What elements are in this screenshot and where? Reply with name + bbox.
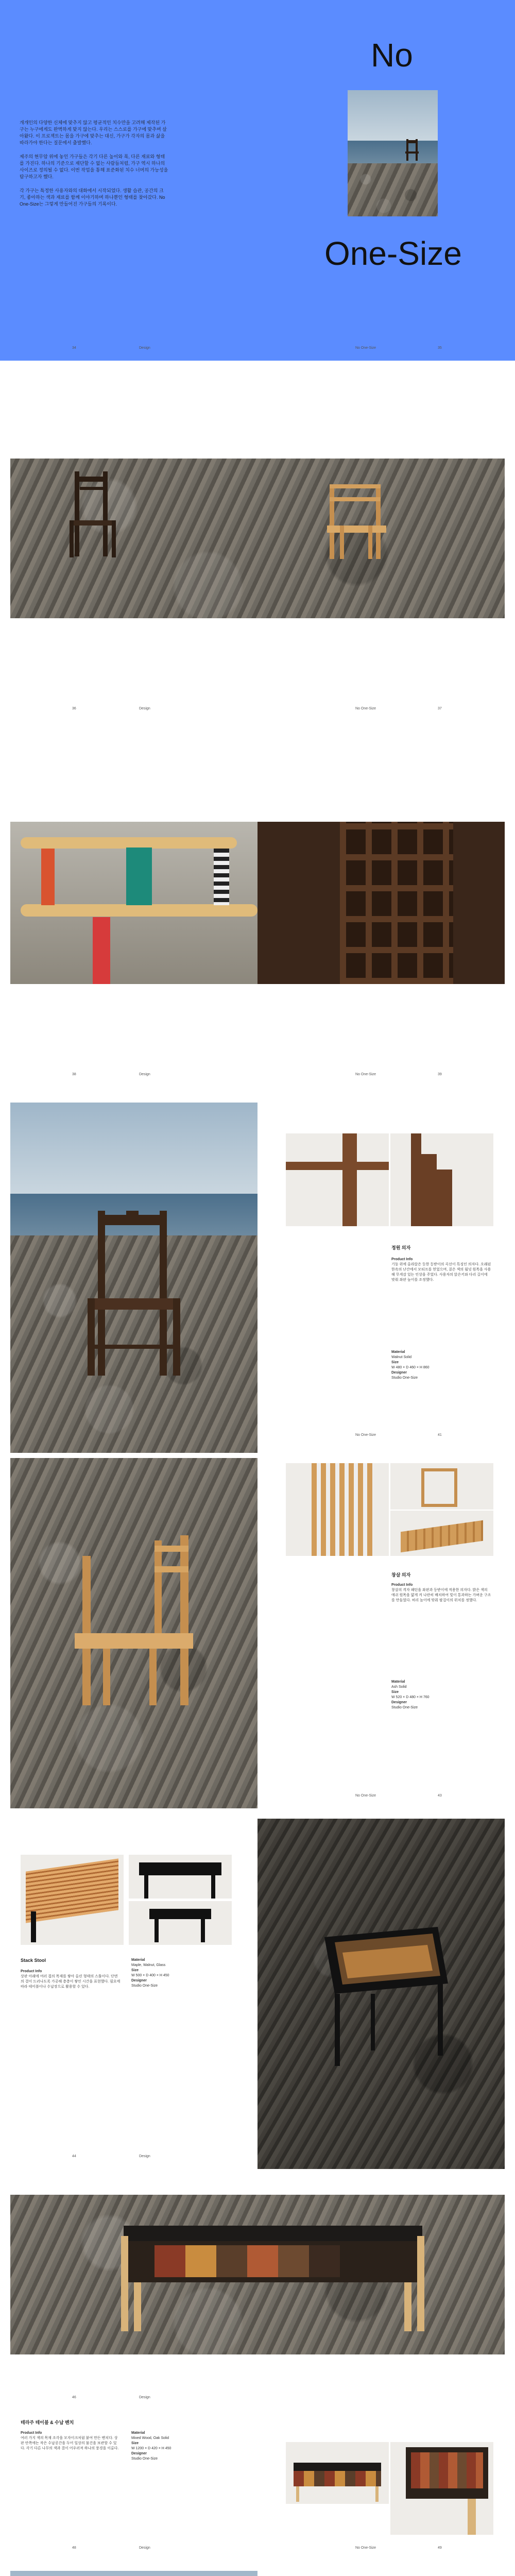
product-info (21, 2431, 121, 2451)
photo-spread-chairs (0, 361, 515, 726)
spec-label: Size (131, 1969, 139, 1972)
folio-num: 48 (72, 2546, 76, 2550)
product-specs (391, 1680, 492, 1710)
product-spread-bench (0, 2411, 515, 2561)
dark-chair-icon (64, 471, 121, 559)
spec-label: Material (131, 2431, 145, 2435)
spec-value: Studio One-Size (391, 1376, 418, 1380)
intro-paragraph: 각 가구는 특정한 사용자와의 대화에서 시작되었다. 생활 습관, 공간의 크기, 좋아하는 색과 재료를 함께 이야기하며 하나뿐인 형태를 찾아갔다. No One-Size는 그렇게 만들어진 가구들의 기록이다. (20, 188, 165, 207)
section-heading: Product Info (21, 2431, 42, 2435)
ash-detail-photo-1 (286, 1463, 389, 1556)
spec-label: Material (131, 1958, 145, 1962)
product-description: 상판 아래에 여러 겹의 목재를 쌓아 올린 형태의 스툴이다. 단면의 결이 드러나도록 가공해 층층이 쌓인 시간을 표현했다. 필요에 따라 테이블이나 수납장으로 활용할 수 있다. (21, 1975, 121, 1989)
walnut-chair-photo (10, 1103, 258, 1453)
stool-detail-photo-1 (21, 1855, 124, 1945)
spec-label: Designer (391, 1701, 407, 1704)
spec-label: Designer (391, 1371, 407, 1375)
title-bottom: One-Size (324, 235, 462, 272)
product-info (21, 1969, 121, 1990)
ash-chair-photo (10, 1458, 258, 1808)
folio-num: 49 (438, 2546, 442, 2550)
product-info (391, 1257, 492, 1283)
folio-label: Design (139, 707, 150, 710)
bench-rock-photo (10, 2195, 505, 2354)
intro-body (20, 120, 169, 208)
folio-num: 38 (72, 1073, 76, 1076)
product-spread-walnut-chair (0, 1087, 515, 1448)
folio-num: 44 (72, 2155, 76, 2158)
stack-stool-icon (304, 1917, 458, 2071)
product-title: 정원 의자 (391, 1245, 411, 1250)
shelf-detail-photo (10, 822, 258, 984)
spec-value: W 1200 × D 420 × H 450 (131, 2447, 171, 2450)
spec-value: Studio One-Size (391, 1706, 418, 1709)
mosaic-bench-icon (113, 2215, 433, 2334)
intro-paragraph: 제주의 현무암 위에 놓인 가구들은 각기 다른 높이와 폭, 다른 재료와 형태를 가진다. 하나의 기준으로 재단할 수 없는 사람들처럼, 가구 역시 하나의 사이즈로 정의될 수 없다. 이번 작업을 통해 표준화된 치수 너머의 가능성을 탐구하고자 했다. (20, 154, 168, 179)
spec-value: Mixed Wood, Oak Solid (131, 2436, 169, 2440)
intro-spread (0, 0, 515, 361)
folio-label: No One-Size (355, 1433, 376, 1437)
detail-spread (0, 726, 515, 1087)
spec-value: Maple, Walnut, Glass (131, 1963, 166, 1967)
folio-num: 35 (438, 346, 442, 350)
folio-label: No One-Size (355, 1073, 376, 1076)
spec-label: Designer (131, 2452, 147, 2455)
folio-num: 41 (438, 1433, 442, 1437)
spec-label: Size (131, 2442, 139, 2445)
stool-detail-photo-2 (129, 1855, 232, 1899)
section-heading: Product Info (21, 1970, 42, 1973)
product-specs (391, 1350, 492, 1381)
cover-photo (348, 90, 438, 216)
folio-label: No One-Size (355, 2546, 376, 2550)
folio-label: Design (139, 2546, 150, 2550)
walnut-chair-icon (82, 1211, 185, 1381)
spec-value: W 520 × D 480 × H 760 (391, 1696, 430, 1699)
ash-chair-icon (72, 1535, 201, 1710)
spec-value: Studio One-Size (131, 1984, 158, 1988)
spec-value: W 500 × D 400 × H 450 (131, 1974, 169, 1977)
folio-num: 37 (438, 707, 442, 710)
product-specs (131, 2431, 232, 2462)
folio-label: No One-Size (355, 707, 376, 710)
folio-label: No One-Size (355, 1794, 376, 1798)
product-specs (131, 1958, 232, 1989)
intro-paragraph: 개개인의 다양한 신체에 맞추지 않고 평균적인 치수만을 고려해 제작된 가구는 누구에게도 완벽하게 맞지 않는다. 우리는 스스로를 가구에 맞추며 살아왔다. 이 프로젝트는 몸을 가구에 맞추는 대신, 가구가 각자의 몸과 삶을 따라가야 한다는 질문에서 출발했다. (20, 120, 167, 145)
product-spread-shelf (0, 2561, 515, 2576)
stack-stool-photo (258, 1819, 505, 2169)
spec-label: Size (391, 1690, 399, 1694)
spec-label: Material (391, 1680, 405, 1684)
spec-label: Size (391, 1361, 399, 1364)
spec-value: Walnut Solid (391, 1355, 412, 1359)
folio-label: Design (139, 2155, 150, 2158)
lattice-detail-photo (258, 822, 505, 984)
product-description: 여러 가지 색의 목재 조각을 모자이크처럼 붙여 만든 벤치다. 상판 안쪽에는 작은 수납공간을 두어 일상의 물건을 보관할 수 있다. 각기 다른 나무의 색과 결이 어우러져 하나의 풍경을 이룬다. (21, 2436, 119, 2450)
product-title: 테라주 테이블 & 수납 벤치 (21, 2420, 74, 2425)
bench-detail-photo-1 (286, 2442, 389, 2504)
section-heading: Product Info (391, 1258, 413, 1261)
folio-num: 36 (72, 707, 76, 710)
spec-value: Ash Solid (391, 1685, 407, 1689)
light-chair-icon (324, 474, 391, 562)
walnut-detail-photo-1 (286, 1133, 389, 1226)
product-description: 기둥 위에 올라앉은 듯한 등받이의 곡선이 특징인 의자다. 오래된 한옥의 난간에서 모티프를 얻었으며, 짙은 색의 월넛 원목을 사용해 무게감 있는 인상을 주었다. 사용자의 앉은키와 다리 길이에 맞춰 좌판 높이를 조정했다. (391, 1263, 491, 1282)
stool-detail-photo-3 (129, 1901, 232, 1945)
folio-label: Design (139, 2396, 150, 2399)
folio-label: No One-Size (355, 346, 376, 350)
spec-value: Studio One-Size (131, 2457, 158, 2461)
rock-photo (10, 459, 505, 618)
title-top: No (371, 37, 413, 74)
folio-num: 46 (72, 2396, 76, 2399)
folio-num: 43 (438, 1794, 442, 1798)
ash-detail-photo-2 (390, 1463, 493, 1510)
folio-label: Design (139, 1073, 150, 1076)
folio-num: 34 (72, 346, 76, 350)
shelf-photo (10, 2571, 258, 2576)
spec-value: W 480 × D 460 × H 860 (391, 1366, 430, 1369)
spec-label: Designer (131, 1979, 147, 1982)
folio-label: Design (139, 346, 150, 350)
chair-silhouette-icon (404, 139, 420, 162)
ash-detail-photo-3 (390, 1511, 493, 1556)
product-spread-stack-stool (0, 1808, 515, 2169)
spec-label: Material (391, 1350, 405, 1354)
product-title: 창살 의자 (391, 1572, 411, 1578)
product-spread-ash-chair (0, 1448, 515, 1808)
product-description: 창살의 격자 패턴을 좌판과 등받이에 적용한 의자다. 밝은 색의 애쉬 원목을 얇게 켜 나란히 배치하여 빛이 통과하는 가벼운 구조를 만들었다. 허리 높이에 맞춰 팔걸이의 위치를 정했다. (391, 1588, 491, 1602)
product-info (391, 1583, 492, 1603)
section-heading: Product Info (391, 1583, 413, 1587)
bench-detail-photo-2 (390, 2442, 493, 2535)
product-title: Stack Stool (21, 1958, 46, 1963)
photo-spread-bench (0, 2169, 515, 2411)
folio-num: 39 (438, 1073, 442, 1076)
walnut-detail-photo-2 (390, 1133, 493, 1226)
